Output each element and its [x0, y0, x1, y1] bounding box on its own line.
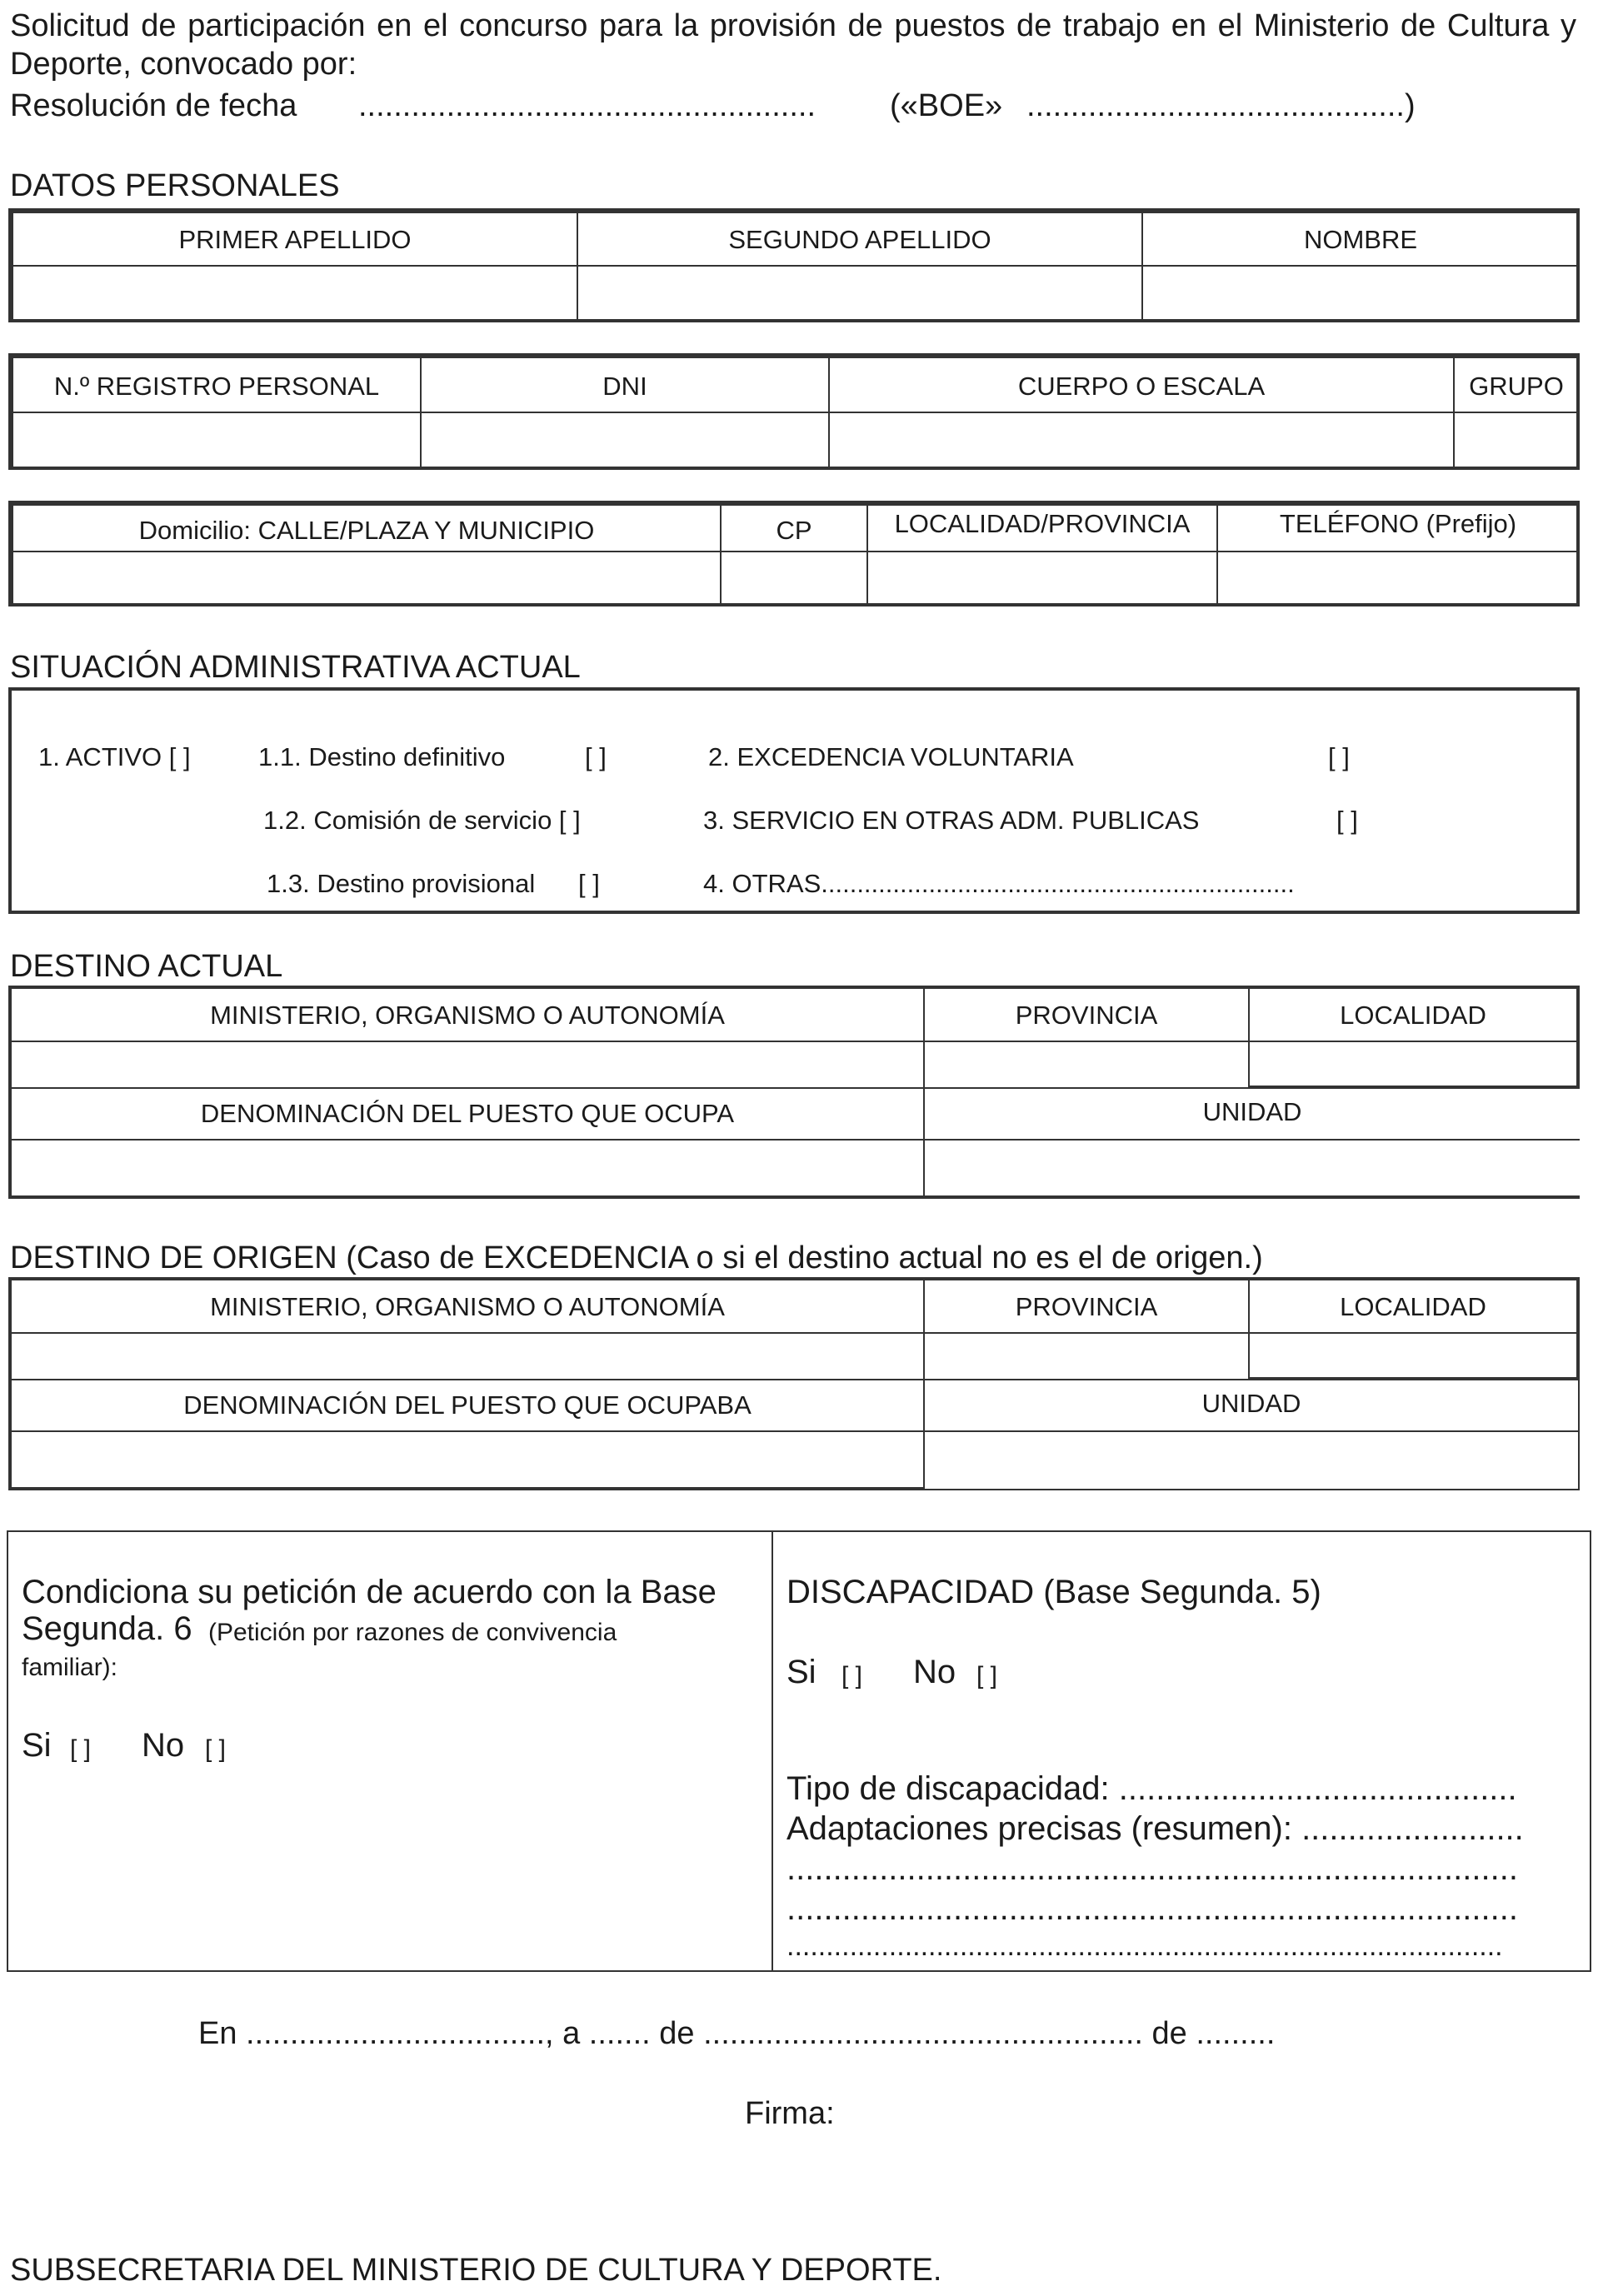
servicio-otras-label: 3. SERVICIO EN OTRAS ADM. PUBLICAS [703, 806, 1200, 835]
grupo-header [1453, 357, 1580, 413]
datos-personales-table-3 [8, 501, 1580, 606]
condiciona-si-checkbox[interactable]: [ ] [70, 1735, 92, 1763]
destino-provisional-label: 1.3. Destino provisional [267, 869, 536, 898]
destino-actual-title: DESTINO ACTUAL [10, 949, 283, 984]
primer-apellido-field[interactable] [12, 265, 578, 322]
domicilio-label: Domicilio: CALLE/PLAZA Y MUNICIPIO [138, 516, 595, 545]
da-ministerio-label: MINISTERIO, ORGANISMO O AUTONOMÍA [210, 1001, 725, 1030]
tipo-discapacidad-field[interactable]: Tipo de discapacidad: ........................................... [787, 1770, 1517, 1807]
do-denominacion-field[interactable] [8, 1430, 925, 1490]
firma-label: Firma: [745, 2096, 835, 2131]
da-unidad-field[interactable] [923, 1139, 1580, 1199]
column-divider [772, 1532, 773, 1970]
destino-origen-table [8, 1277, 1580, 1490]
destino-definitivo-label: 1.1. Destino definitivo [258, 742, 506, 771]
condiciona-discapacidad-box [7, 1530, 1591, 1972]
grupo-field[interactable] [1453, 412, 1580, 470]
do-denominacion-label: DENOMINACIÓN DEL PUESTO QUE OCUPABA [183, 1390, 752, 1420]
segundo-apellido-field[interactable] [577, 265, 1143, 322]
do-unidad-field[interactable] [923, 1430, 1580, 1490]
datos-personales-table-2 [8, 353, 1580, 470]
situacion-box [8, 687, 1580, 914]
destino-provisional-checkbox[interactable]: [ ] [578, 869, 600, 898]
primer-apellido-label: PRIMER APELLIDO [178, 225, 412, 254]
registro-field[interactable] [12, 412, 422, 470]
discapacidad-title: DISCAPACIDAD (Base Segunda. 5) [787, 1574, 1321, 1610]
cp-field[interactable] [720, 551, 868, 606]
adaptaciones-line-3[interactable]: ........................................................................................... [787, 1930, 1503, 1962]
telefono-header [1216, 504, 1580, 552]
nombre-header [1141, 212, 1580, 267]
condiciona-si-label: Si [22, 1727, 52, 1764]
localidad-provincia-header [866, 504, 1218, 552]
boe-field[interactable]: ...........................................) [1026, 88, 1416, 123]
condiciona-line2: Segunda. 6 [22, 1610, 192, 1647]
otras-field[interactable]: 4. OTRAS.................................................................. [703, 869, 1295, 898]
excedencia-label: 2. EXCEDENCIA VOLUNTARIA [708, 742, 1074, 771]
da-ministerio-field[interactable] [8, 1041, 925, 1089]
do-ministerio-header [8, 1277, 925, 1334]
do-localidad-field[interactable] [1248, 1332, 1580, 1380]
cp-label: CP [776, 516, 812, 545]
condiciona-no-checkbox[interactable]: [ ] [205, 1735, 227, 1763]
da-denominacion-field[interactable] [8, 1139, 925, 1199]
domicilio-header [12, 504, 722, 552]
resolucion-date-field[interactable]: .................................................... [358, 88, 816, 123]
da-unidad-header [923, 1087, 1580, 1141]
grupo-label: GRUPO [1469, 372, 1564, 401]
excedencia-checkbox[interactable]: [ ] [1328, 742, 1350, 771]
telefono-label: TELÉFONO (Prefijo) [1279, 509, 1517, 538]
nombre-field[interactable] [1141, 265, 1580, 322]
form-intro-text: Solicitud de participación en el concurso para la provisión de puestos de trabajo en el Ministerio de Cultura y Deporte, convocado por: [10, 8, 1576, 82]
do-provincia-header [923, 1277, 1250, 1334]
destino-actual-table [8, 986, 1580, 1199]
discapacidad-si-label: Si [787, 1654, 816, 1690]
discapacidad-no-label: No [913, 1654, 956, 1690]
condiciona-no-label: No [142, 1727, 185, 1764]
da-provincia-header [923, 986, 1250, 1042]
da-unidad-label: UNIDAD [1202, 1097, 1302, 1126]
subsecretaria-footer: SUBSECRETARIA DEL MINISTERIO DE CULTURA Y DEPORTE. [10, 2253, 942, 2288]
localidad-provincia-field[interactable] [866, 551, 1218, 606]
dni-header [420, 357, 830, 413]
do-ministerio-label: MINISTERIO, ORGANISMO O AUTONOMÍA [210, 1292, 725, 1321]
cuerpo-label: CUERPO O ESCALA [1017, 372, 1266, 401]
place-date-line[interactable]: En .................................., a ....... de .................................................. de ......... [198, 2016, 1276, 2051]
activo-option[interactable]: 1. ACTIVO [ ] [38, 742, 191, 771]
comision-servicio-option[interactable]: 1.2. Comisión de servicio [ ] [263, 806, 581, 835]
da-localidad-label: LOCALIDAD [1340, 1001, 1486, 1030]
do-ministerio-field[interactable] [8, 1332, 925, 1380]
destino-origen-title: DESTINO DE ORIGEN (Caso de EXCEDENCIA o si el destino actual no es el de origen.) [10, 1240, 1263, 1275]
da-provincia-label: PROVINCIA [1015, 1001, 1158, 1030]
registro-header [12, 357, 422, 413]
da-localidad-header [1248, 986, 1580, 1042]
discapacidad-si-checkbox[interactable]: [ ] [841, 1662, 863, 1690]
registro-label: N.º REGISTRO PERSONAL [53, 372, 380, 401]
da-provincia-field[interactable] [923, 1041, 1250, 1089]
do-denominacion-header [8, 1379, 925, 1432]
situacion-title: SITUACIÓN ADMINISTRATIVA ACTUAL [10, 650, 581, 685]
datos-personales-title: DATOS PERSONALES [10, 168, 340, 203]
segundo-apellido-header [577, 212, 1143, 267]
cuerpo-field[interactable] [828, 412, 1455, 470]
adaptaciones-line-1[interactable]: ............................................................................... [787, 1850, 1518, 1887]
domicilio-field[interactable] [12, 551, 722, 606]
boe-label: («BOE» [890, 88, 1003, 123]
adaptaciones-line-2[interactable]: ............................................................................... [787, 1890, 1518, 1927]
servicio-otras-checkbox[interactable]: [ ] [1336, 806, 1358, 835]
do-localidad-label: LOCALIDAD [1340, 1292, 1486, 1321]
da-ministerio-header [8, 986, 925, 1042]
do-unidad-label: UNIDAD [1201, 1389, 1301, 1418]
datos-personales-table-1 [8, 208, 1580, 322]
dni-label: DNI [602, 372, 647, 401]
adaptaciones-field[interactable]: Adaptaciones precisas (resumen): ........................ [787, 1810, 1524, 1847]
da-denominacion-header [8, 1087, 925, 1141]
do-provincia-label: PROVINCIA [1015, 1292, 1158, 1321]
condiciona-line3-note: familiar): [22, 1654, 118, 1681]
condiciona-line1: Condiciona su petición de acuerdo con la Base [22, 1574, 717, 1610]
cp-header [720, 504, 868, 552]
destino-definitivo-checkbox[interactable]: [ ] [585, 742, 607, 771]
discapacidad-no-checkbox[interactable]: [ ] [976, 1662, 998, 1690]
resolucion-label: Resolución de fecha [10, 88, 297, 123]
localidad-provincia-label: LOCALIDAD/PROVINCIA [894, 509, 1191, 538]
primer-apellido-header [12, 212, 578, 267]
do-provincia-field[interactable] [923, 1332, 1250, 1380]
do-unidad-header [923, 1379, 1580, 1432]
nombre-label: NOMBRE [1303, 225, 1418, 254]
da-denominacion-label: DENOMINACIÓN DEL PUESTO QUE OCUPA [200, 1099, 735, 1128]
da-localidad-field[interactable] [1248, 1041, 1580, 1089]
segundo-apellido-label: SEGUNDO APELLIDO [728, 225, 991, 254]
condiciona-line2-note: (Petición por razones de convivencia [208, 1619, 617, 1646]
telefono-field[interactable] [1216, 551, 1580, 606]
cuerpo-header [828, 357, 1455, 413]
dni-field[interactable] [420, 412, 830, 470]
do-localidad-header [1248, 1277, 1580, 1334]
